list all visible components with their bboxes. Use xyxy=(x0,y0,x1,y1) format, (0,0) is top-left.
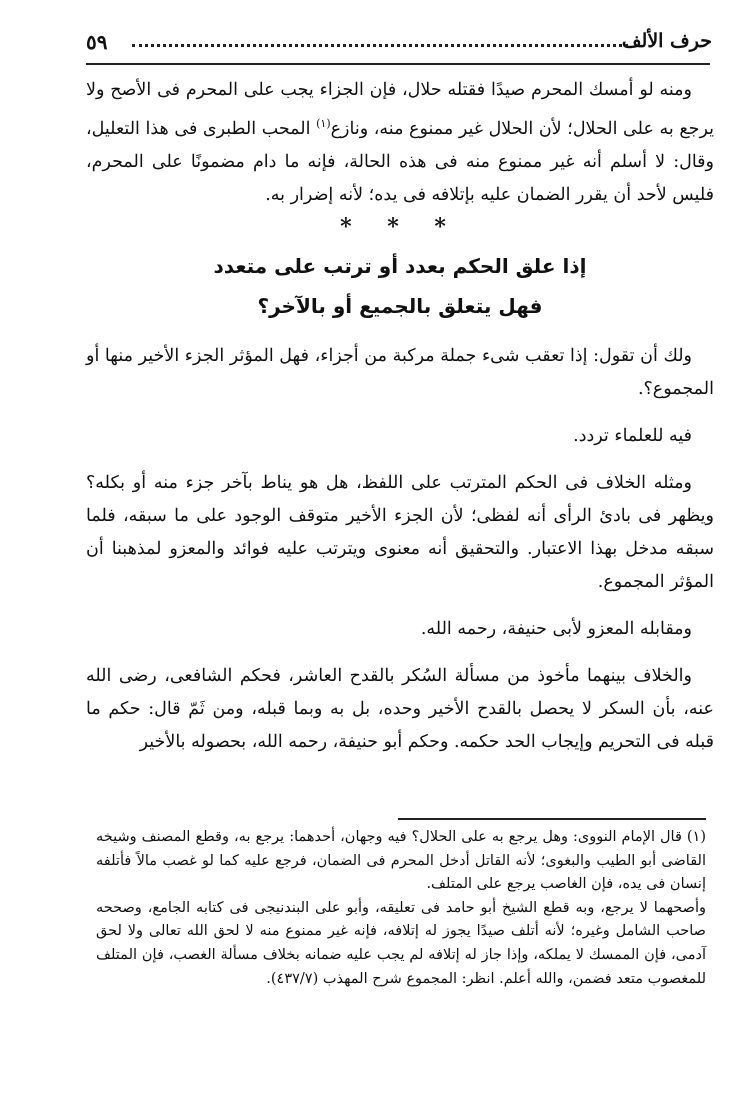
main-text xyxy=(86,74,714,759)
section-separator: * * * xyxy=(340,213,460,240)
page-number: ٥٩ xyxy=(86,30,108,54)
footnote-paragraph: (١) قال الإمام النووى: وهل يرجع به على الحلال؟ فيه وجهان، أحدهما: يرجع به، وقطع المصنف وشيخه القاضى أبو الطيب والبغوى؛ لأنه القاتل أدخل المحرم فى الضمان، فرجع عليه كما لو غصب مالاً فأتلفه إنسان فى يده، فإن الغاصب يرجع على المتلف. xyxy=(96,829,706,893)
running-header xyxy=(86,26,712,60)
dotted-leader xyxy=(132,44,628,47)
footnote-paragraph: وأصحهما لا يرجع، وبه قطع الشيخ أبو حامد فى تعليقه، وأبو على البندنيجى فى كتابه الجامع، وصححه صاحب الشامل وغيره؛ لأنه أتلف صيدًا يجوز له إتلافه، فإنه غير ممنوع منه لا لحق الله تعالى ولا لحق آدمى، فإن الممسك لا يملكه، وإذا جاز له إتلافه لم يجب عليه ضمانه بخلاف مسألة الغصب، فإن المتلف للمغصوب متعد فضمن، والله أعلم. انظر: المجموع شرح المهذب (٤٣٧/٧). xyxy=(96,899,706,987)
paragraph: ومنه لو أمسك المحرم صيدًا فقتله حلال، فإن الجزاء يجب على المحرم فى الأصح ولا يرجع به على الحلال؛ لأن الحلال غير ممنوع منه، ونازع$^{(١)}$ المحب الطبرى فى هذا التعليل، وقال: لا أسلم أنه غير ممنوع منه فى هذه الحالة، فإنه ما دام مضمونًا على المحرم، فليس لأحد أن يقرر الضمان عليه بإتلافه فى يده؛ لأنه إضرار به. xyxy=(86,80,714,205)
footnote-reference: (١) xyxy=(316,117,331,130)
chapter-title: حرف الألف xyxy=(621,30,712,52)
paragraph: ومقابله المعزو لأبى حنيفة، رحمه الله. xyxy=(420,618,692,639)
paragraph: فيه للعلماء تردد. xyxy=(573,425,692,446)
paragraph: ومثله الخلاف فى الحكم المترتب على اللفظ، هل هو يناط بآخر جزء منه أو بكله؟ ويظهر فى بادئ الرأى أنه لفظى؛ لأن الجزء الأخير متوقف الوجود على ما سبقه، فلما سبقه مدخل بهذا الاعتبار. والتحقيق أنه معنوى ويترتب عليه فوائد والمعزو لمذهبنا أن المؤثر المجموع. xyxy=(86,472,714,592)
footnote-rule xyxy=(398,818,706,820)
section-subheading: فهل يتعلق بالجميع أو بالآخر؟ xyxy=(257,293,543,318)
section-heading: إذا علق الحكم بعدد أو ترتب على متعدد xyxy=(213,253,587,278)
paragraph: ولك أن تقول: إذا تعقب شىء جملة مركبة من أجزاء، فهل المؤثر الجزء الأخير منها أو المجموع؟. xyxy=(86,345,714,399)
footnote xyxy=(96,826,706,991)
paragraph: والخلاف بينهما مأخوذ من مسألة السُكر بالقدح العاشر، فحكم الشافعى، رضى الله عنه، بأن السكر لا يحصل بالقدح الأخير وحده، بل به وبما قبله، ومن ثَمّ قال: حكم ما قبله فى التحريم وإيجاب الحد حكمه. وحكم أبو حنيفة، رحمه الله، بحصوله بالأخير xyxy=(86,665,714,752)
header-rule xyxy=(86,63,710,65)
